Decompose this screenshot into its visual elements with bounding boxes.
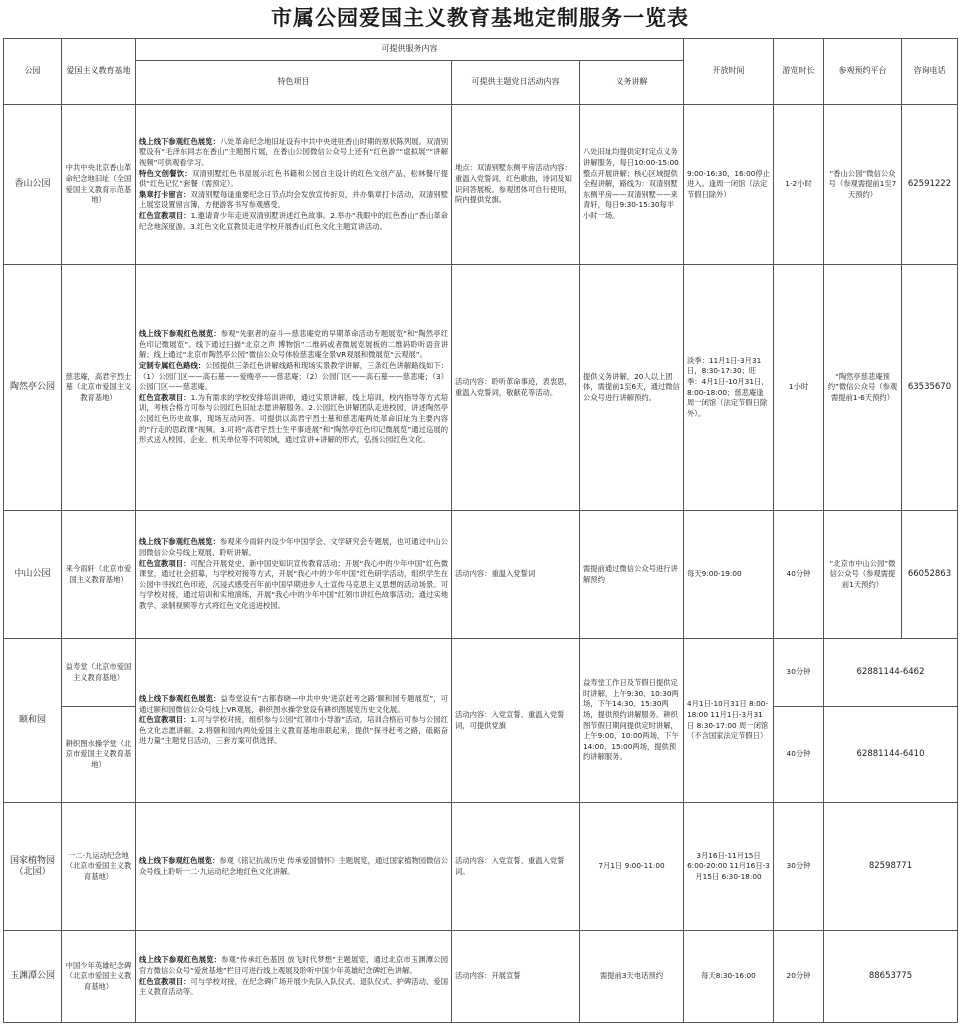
feature-label: 红色宣教项目： — [139, 715, 191, 725]
table-row — [4, 931, 958, 1023]
phone-number: 62591222 — [902, 105, 958, 265]
park-name: 中山公园 — [4, 511, 62, 639]
visit-duration: 20分钟 — [774, 931, 824, 1023]
feature-label: 红色宣教项目： — [139, 392, 191, 402]
feature-item — [139, 137, 448, 169]
feature-label: 红色宣教项目： — [139, 558, 191, 568]
guide-service: 八处旧址均提供定时定点义务讲解服务，每日10:00-15:00整点开展讲解；核心区域提供全程讲解，路线为：双清别墅东侧平房——双清别墅——来青轩，每日9:30-15:30每半小时一场。 — [580, 105, 684, 265]
feature-label: 线上线下参观红色展览： — [139, 136, 220, 146]
features-cell — [136, 511, 452, 639]
feature-label: 线上线下参观红色展览： — [139, 955, 222, 965]
opening-hours: 4月1日-10月31日 8:00-18:00 11月1日-3月31日 8:30-17:00 周一闭馆（不含国家法定节假日） — [684, 639, 774, 803]
visit-duration: 30分钟 — [774, 803, 824, 931]
park-name: 颐和园 — [4, 639, 62, 803]
base-name: 益寿堂（北京市爱国主义教育基地） — [62, 639, 136, 707]
table-row — [4, 265, 958, 511]
feature-item — [139, 393, 448, 446]
party-activity: 活动内容：开展宣誓 — [452, 931, 580, 1023]
phone-number: 62881144-6410 — [824, 707, 958, 803]
feature-item — [139, 856, 448, 877]
header-booking: 参观预约平台 — [824, 39, 902, 105]
header-services: 可提供服务内容 — [136, 39, 684, 61]
header-guide: 义务讲解 — [580, 61, 684, 105]
base-name: 一二·九运动纪念地（北京市爱国主义教育基地） — [62, 803, 136, 931]
party-activity: 活动内容：聆听革命事迹，表衷思，重温入党誓词，敬献花等活动。 — [452, 265, 580, 511]
feature-text: 可配合开展党史、新中国史知识宣传教育活动；开展“我心中的少年中国”红色微课堂，通过社会招募，与学校对接等方式，开展“我心中的少年中国”红色研学活动，组织学生在公园中寻找红色印迹，沉浸式感受百年前中国早期进步人士宣传马克思主义思想的活动场景。可与学校对接，通过培训和实地演练，开展“我心中的少年中国”红领巾讲红色故事活动；通过实地教学、录制视频等方式将红色文化送进校园。 — [139, 558, 449, 610]
party-activity: 活动内容：入党宣誓、重温入党誓词，可提供党旗 — [452, 639, 580, 803]
features-cell — [136, 639, 452, 803]
feature-text: 公园提供三条红色讲解线路和现场实景教学讲解，三条红色讲解路线如下：（1）公园门区——高石墓——爱晚亭——慈悲庵；（2）公园门区——高石墓——慈悲庵；（3）公园门区——慈悲庵。 — [139, 361, 449, 392]
park-name: 国家植物园（北园） — [4, 803, 62, 931]
feature-text: 参观《铭记抗战历史 传承爱国情怀》主题展览，通过国家植物园微信公众号线上聆听一二·九运动纪念地红色文化讲解。 — [139, 855, 448, 876]
booking-platform: “陶然亭慈悲庵预约”微信公众号（参观需提前1-6天预约） — [824, 265, 902, 511]
feature-text: 双清别墅每逢重要纪念日节点均会发放宣传折页，并办集章打卡活动，双清别墅上展室设置留言簿，方便游客书写参观感受。 — [139, 189, 449, 210]
opening-hours: 每天8:30-16:00 — [684, 931, 774, 1023]
phone-number: 63535670 — [902, 265, 958, 511]
header-park: 公园 — [4, 39, 62, 105]
feature-item — [139, 190, 448, 211]
feature-item — [139, 977, 448, 998]
feature-text: 益寿堂设有“古都春晓—中共中央‘进京赶考之路’颐和园专题展览”，可通过颐和园微信公众号线上VR观展，耕织图水操学堂设有耕织图展览历史文化展。 — [139, 694, 449, 714]
feature-label: 特色文创餐饮： — [139, 168, 192, 178]
header-duration: 游览时长 — [774, 39, 824, 105]
header-row — [4, 39, 958, 61]
table-row — [4, 511, 958, 639]
base-name: 来今雨轩（北京市爱国主义教育基地） — [62, 511, 136, 639]
feature-label: 线上线下参观红色展览： — [139, 694, 221, 704]
phone-number: 62881144-6462 — [824, 639, 958, 707]
opening-hours: 3月16日-11月15日 6:00-20:00 11月16日-3月15日 6:30-18:00 — [684, 803, 774, 931]
features-cell — [136, 265, 452, 511]
base-name: 耕织图水操学堂（北京市爱国主义教育基地） — [62, 707, 136, 803]
feature-item — [139, 361, 448, 393]
opening-hours: 9:00-16:30，16:00停止进入。逢周一闭馆（法定节假日除外） — [684, 105, 774, 265]
header-hours: 开放时间 — [684, 39, 774, 105]
header-base: 爱国主义教育基地 — [62, 39, 136, 105]
feature-text: 双清别墅红色书屋展示红色书籍和公园自主设计的红色文创产品，松林餐厅提供“红色记忆”套餐（需预定）。 — [139, 168, 449, 189]
phone-number: 88653775 — [824, 931, 958, 1023]
phone-number: 66052863 — [902, 511, 958, 639]
booking-platform: “北京市中山公园”微信公众号（参观需提前1天预约） — [824, 511, 902, 639]
feature-item — [139, 537, 448, 558]
visit-duration: 30分钟 — [774, 639, 824, 707]
header-party: 可提供主题党日活动内容 — [452, 61, 580, 105]
header-phone: 咨询电话 — [902, 39, 958, 105]
feature-item — [139, 211, 448, 232]
phone-number: 82598771 — [824, 803, 958, 931]
guide-service: 需提前通过微信公众号进行讲解预约 — [580, 511, 684, 639]
document-title: 市属公园爱国主义教育基地定制服务一览表 — [271, 5, 689, 30]
party-activity: 活动内容：入党宣誓、重温入党誓词。 — [452, 803, 580, 931]
header-features: 特色项目 — [136, 61, 452, 105]
opening-hours: 每天9:00-19:00 — [684, 511, 774, 639]
booking-platform: “香山公园”微信公众号（参观需提前1至7天预约） — [824, 105, 902, 265]
opening-hours: 淡季：11月1日-3月31日，8:30-17:30；旺季：4月1日-10月31日，8:00-18:00；慈悲庵逢周一闭馆（法定节假日除外）。 — [684, 265, 774, 511]
party-activity: 地点：双清别墅东侧平房活动内容：重温入党誓词，红色歌曲，诗词及知识问答展板。参观团体可自行使用，院内提供党旗。 — [452, 105, 580, 265]
feature-text: 1.可与学校对接，组织参与公园“红领巾小导游”活动，培训合格后可参与公园红色文化志愿讲解。2.将颐和园内两处爱国主义教育基地串联起来，提供“探寻赶考之路，砥砺奋进力量”主题党日活动，三套方案可供选择。 — [139, 715, 448, 746]
feature-text: 参观“先驱者的奋斗—慈悲庵党的早期革命活动专题展览”和“陶然亭红色印记微展览”。线下通过扫描“北京之声 博物馆”二维码或者微展览展板的二维码聆听语音讲解；线上通过“北京市陶然亭公园”微信公众号体验慈悲庵全景VR观展和微展览“云观展”。 — [139, 329, 448, 360]
visit-duration: 40分钟 — [774, 707, 824, 803]
park-name: 香山公园 — [4, 105, 62, 265]
feature-item — [139, 559, 448, 612]
party-activity: 活动内容：重温入党誓词 — [452, 511, 580, 639]
park-name: 玉渊潭公园 — [4, 931, 62, 1023]
feature-item — [139, 694, 448, 715]
feature-text: 1.为有需求的学校安排培训讲师，通过实景讲解，线上培训，校内指导等方式培训，考核合格方可参与公园红色旧址志愿讲解服务。2.公园红色讲解团队走进校园，讲述陶然亭公园红色历史故事，现场互动问答。可提供以高君宇烈士墓和慈悲庵两处革命旧址为主要内容的“行走的思政课”视频。3.可将“高君宇烈士生平事迹展”和“陶然亭红色印记微展览”通过巡展的形式送入校园、企业、机关单位等不同领域，通过宣讲+讲解的形式，弘扬公园红色文化。 — [139, 392, 449, 445]
feature-label: 线上线下参观红色展览： — [139, 329, 221, 339]
feature-label: 定制专属红色路线： — [139, 361, 206, 371]
feature-item — [139, 169, 448, 190]
features-cell — [136, 803, 452, 931]
feature-item — [139, 329, 448, 361]
feature-label: 线上线下参观红色展览： — [139, 855, 220, 865]
guide-service: 提供义务讲解，20人以上团体，需提前1至6天，通过微信公众号进行讲解预约。 — [580, 265, 684, 511]
feature-text: 1.邀请青少年走进双清别墅讲述红色故事。2.举办“我眼中的红色香山”香山革命纪念地深度游。3.红色文化宣教员走进学校开展香山红色文化主题宣讲活动。 — [139, 210, 449, 231]
park-name: 陶然亭公园 — [4, 265, 62, 511]
services-table — [3, 38, 958, 1023]
base-name: 慈悲庵，高君宇烈士墓（北京市爱国主义教育基地） — [62, 265, 136, 511]
guide-service: 益寿堂工作日及节假日提供定时讲解，上午9:30、10:30两场，下午14:30、15:30两场，提供预约讲解服务。耕织图节假日期间提供定时讲解，上午9:00、10:00两场，下午14:00、15:00两场，提供预约讲解服务。 — [580, 639, 684, 803]
feature-text: 参观来今雨轩内设少年中国学会、文学研究会专题展，也可通过中山公园微信公众号线上观展、聆听讲解。 — [139, 537, 449, 558]
guide-service: 需提前3天电话预约 — [580, 931, 684, 1023]
table-row — [4, 639, 958, 707]
base-name: 中共中央北京香山革命纪念地旧址（全国爱国主义教育示范基地） — [62, 105, 136, 265]
feature-text: 八处革命纪念地旧址设有中共中央进驻香山时期的原状陈列展。双清别墅设有“毛泽东同志在香山”主题图片展，在香山公园微信公众号上还有“红色游”“虚拟展”“讲解视频”可供观看学习。 — [139, 136, 449, 168]
guide-service: 7月1日 9:00-11:00 — [580, 803, 684, 931]
feature-label: 线上线下参观红色展览： — [139, 537, 220, 547]
feature-text: 参观“传承红色基因 放飞时代梦想”主题展览，通过北京市玉渊潭公园官方微信公众号“爱赏基地”栏目可进行线上观展及聆听中国少年英雄纪念碑红色讲解。 — [139, 955, 448, 975]
visit-duration: 40分钟 — [774, 511, 824, 639]
feature-label: 红色宣教项目： — [139, 210, 191, 220]
feature-label: 红色宣教项目： — [139, 976, 191, 986]
visit-duration: 1-2小时 — [774, 105, 824, 265]
features-cell — [136, 931, 452, 1023]
feature-item — [139, 715, 448, 747]
visit-duration: 1小时 — [774, 265, 824, 511]
table-row — [4, 803, 958, 931]
base-name: 中国少年英雄纪念碑（北京市爱国主义教育基地） — [62, 931, 136, 1023]
table-row — [4, 105, 958, 265]
features-cell — [136, 105, 452, 265]
feature-text: 可与学校对接，在纪念碑广场开展少先队入队仪式、退队仪式、护碑活动、爱国主义教育活动等。 — [139, 976, 449, 997]
feature-label: 集章打卡留言： — [139, 189, 191, 199]
feature-item — [139, 955, 448, 976]
